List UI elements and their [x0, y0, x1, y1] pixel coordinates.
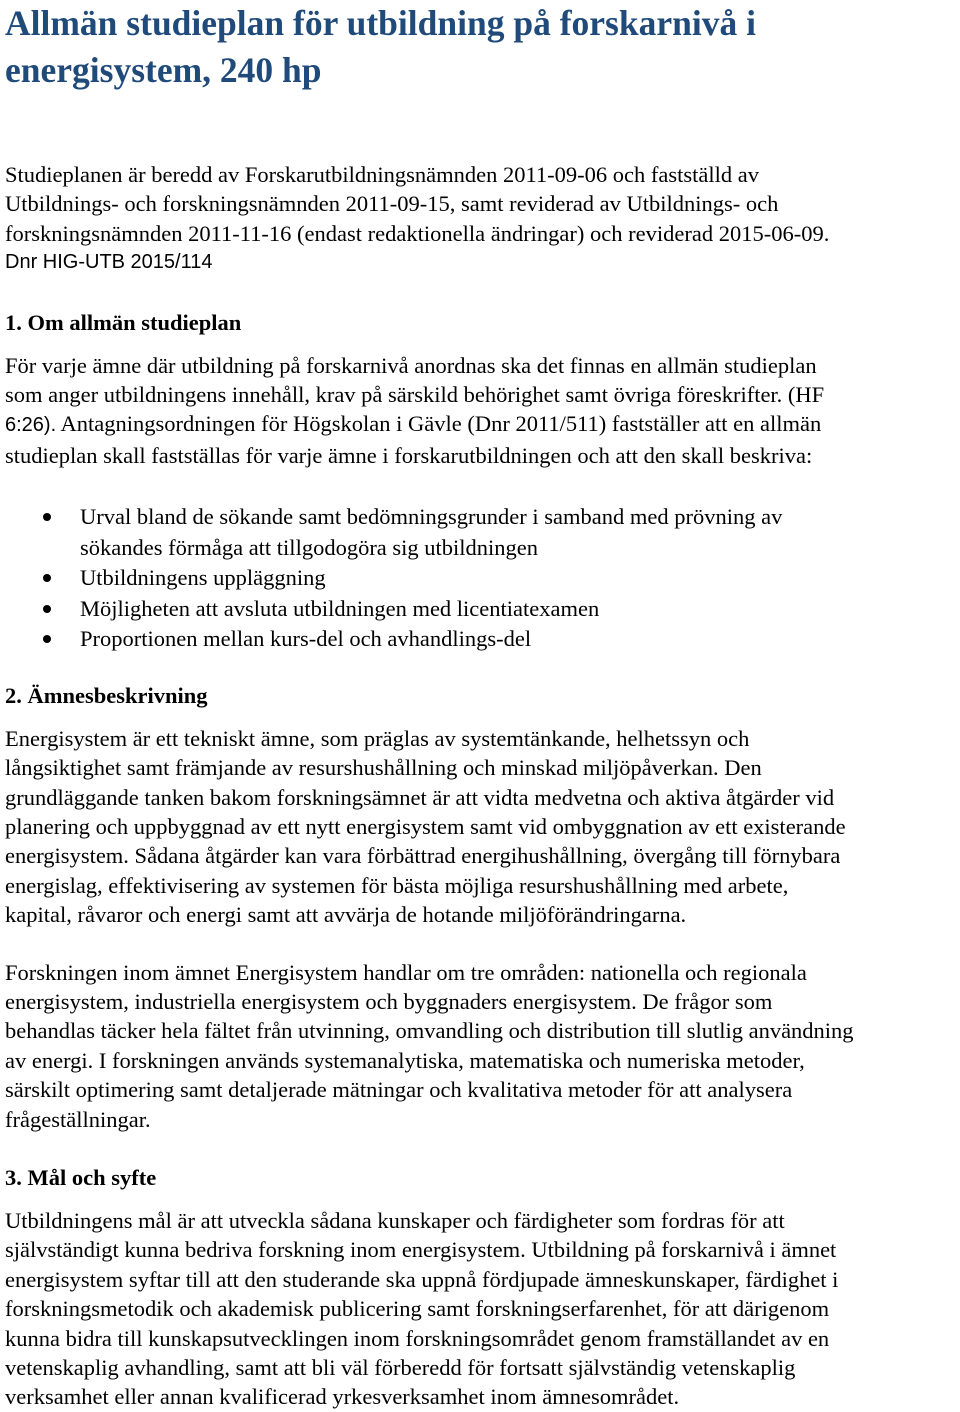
- paragraph-line: energisystem. Sådana åtgärder kan vara förbättrad energihushållning, övergång till förnybara: [5, 843, 841, 869]
- dnr-reference: Dnr HIG-UTB 2015/114: [5, 251, 213, 274]
- paragraph-line: verksamhet eller annan kvalificerad yrkesverksamhet inom ämnesområdet.: [5, 1384, 680, 1410]
- paragraph-line: För varje ämne där utbildning på forskarnivå anordnas ska det finnas en allmän studieplan: [5, 352, 817, 378]
- paragraph-line: långsiktighet samt främjande av resurshushållning och minskad miljöpåverkan. Den: [5, 755, 762, 781]
- paragraph-line: energisystem syftar till att den studerande ska uppnå fördjupade ämneskunskaper, färdighet i: [5, 1266, 839, 1292]
- paragraph-line: Energisystem är ett tekniskt ämne, som präglas av systemtänkande, helhetssyn och: [5, 725, 750, 751]
- section-1-heading: 1. Om allmän studieplan: [5, 309, 242, 335]
- requirements-list: [5, 502, 960, 655]
- list-item: Utbildningens uppläggning: [5, 563, 960, 594]
- document-page: [5, 0, 960, 1412]
- bullet-icon: [43, 513, 51, 521]
- paragraph-line: som anger utbildningens innehåll, krav på särskild behörighet samt övriga föreskrifter. (HF: [5, 382, 825, 408]
- paragraph-line: grundläggande tanken bakom forskningsämnet är att vidta medvetna och aktiva åtgärder vid: [5, 784, 835, 810]
- paragraph-line: planering och uppbyggnad av ett nytt energisystem samt vid ombyggnation av ett existerande: [5, 813, 846, 839]
- intro-line: Utbildnings- och forskningsnämnden 2011-09-15, samt reviderad av Utbildnings- och: [5, 191, 779, 217]
- paragraph-line: frågeställningar.: [5, 1106, 151, 1132]
- intro-paragraph: [5, 160, 960, 278]
- bullet-icon: [43, 635, 51, 643]
- hf-reference: 6:26).: [5, 414, 57, 437]
- section-1-paragraph: [5, 351, 960, 471]
- paragraph-line: behandlas täcker hela fältet från utvinning, omvandling och distribution till slutlig användning: [5, 1018, 854, 1044]
- intro-line: forskningsnämnden 2011-11-16 (endast redaktionella ändringar) och reviderad 2015-06-09.: [5, 220, 830, 246]
- title-line-1: Allmän studieplan för utbildning på forskarnivå i: [5, 3, 756, 43]
- section-2-paragraph-2: [5, 958, 960, 1134]
- paragraph-line: vetenskaplig avhandling, samt att bli väl förberedd för fortsatt självständig vetenskaplig: [5, 1355, 796, 1381]
- title-line-2: energisystem, 240 hp: [5, 50, 322, 90]
- paragraph-line: forskningsmetodik och akademisk publicering samt forskningserfarenhet, för att därigenom: [5, 1296, 830, 1322]
- list-item: Urval bland de sökande samt bedömningsgrunder i samband med prövning av sökandes förmåga att tillgodogöra sig utbildningen: [5, 502, 960, 563]
- paragraph-line: särskilt optimering samt detaljerade mätningar och kvalitativa metoder för att analysera: [5, 1077, 793, 1103]
- section-3-paragraph: [5, 1206, 960, 1412]
- paragraph-line: Forskningen inom ämnet Energisystem handlar om tre områden: nationella och regionala: [5, 959, 807, 985]
- paragraph-line: energislag, effektivisering av systemen för bästa möjliga resurshushållning med arbete,: [5, 872, 789, 898]
- list-item: Proportionen mellan kurs-del och avhandlings-del: [5, 624, 960, 655]
- document-title: [5, 0, 960, 94]
- bullet-icon: [43, 574, 51, 582]
- paragraph-line: studieplan skall fastställas för varje ämne i forskarutbildningen och att den skall beskriva:: [5, 442, 813, 468]
- paragraph-line: av energi. I forskningen används systemanalytiska, matematiska och numeriska metoder,: [5, 1047, 805, 1073]
- paragraph-line: självständigt kunna bedriva forskning inom energisystem. Utbildning på forskarnivå i ämnet: [5, 1237, 837, 1263]
- intro-line: Studieplanen är beredd av Forskarutbildningsnämnden 2011-09-06 och fastställd av: [5, 162, 759, 187]
- paragraph-line: kunna bidra till kunskapsutvecklingen inom forskningsområdet genom framställandet av en: [5, 1325, 830, 1351]
- paragraph-line: Utbildningens mål är att utveckla sådana kunskaper och färdigheter som fordras för att: [5, 1208, 785, 1234]
- section-3-heading: 3. Mål och syfte: [5, 1165, 157, 1191]
- bullet-icon: [43, 605, 51, 613]
- paragraph-line: energisystem, industriella energisystem och byggnaders energisystem. De frågor som: [5, 989, 773, 1014]
- section-2-heading: 2. Ämnesbeskrivning: [5, 682, 208, 708]
- section-2-paragraph-1: [5, 724, 960, 930]
- paragraph-line: 6:26). Antagningsordningen för Högskolan i Gävle (Dnr 2011/511) fastställer att en allmän: [5, 411, 822, 437]
- list-item: Möjligheten att avsluta utbildningen med licentiatexamen: [5, 594, 960, 625]
- paragraph-line: kapital, råvaror och energi samt att avvärja de hotande miljöförändringarna.: [5, 902, 687, 928]
